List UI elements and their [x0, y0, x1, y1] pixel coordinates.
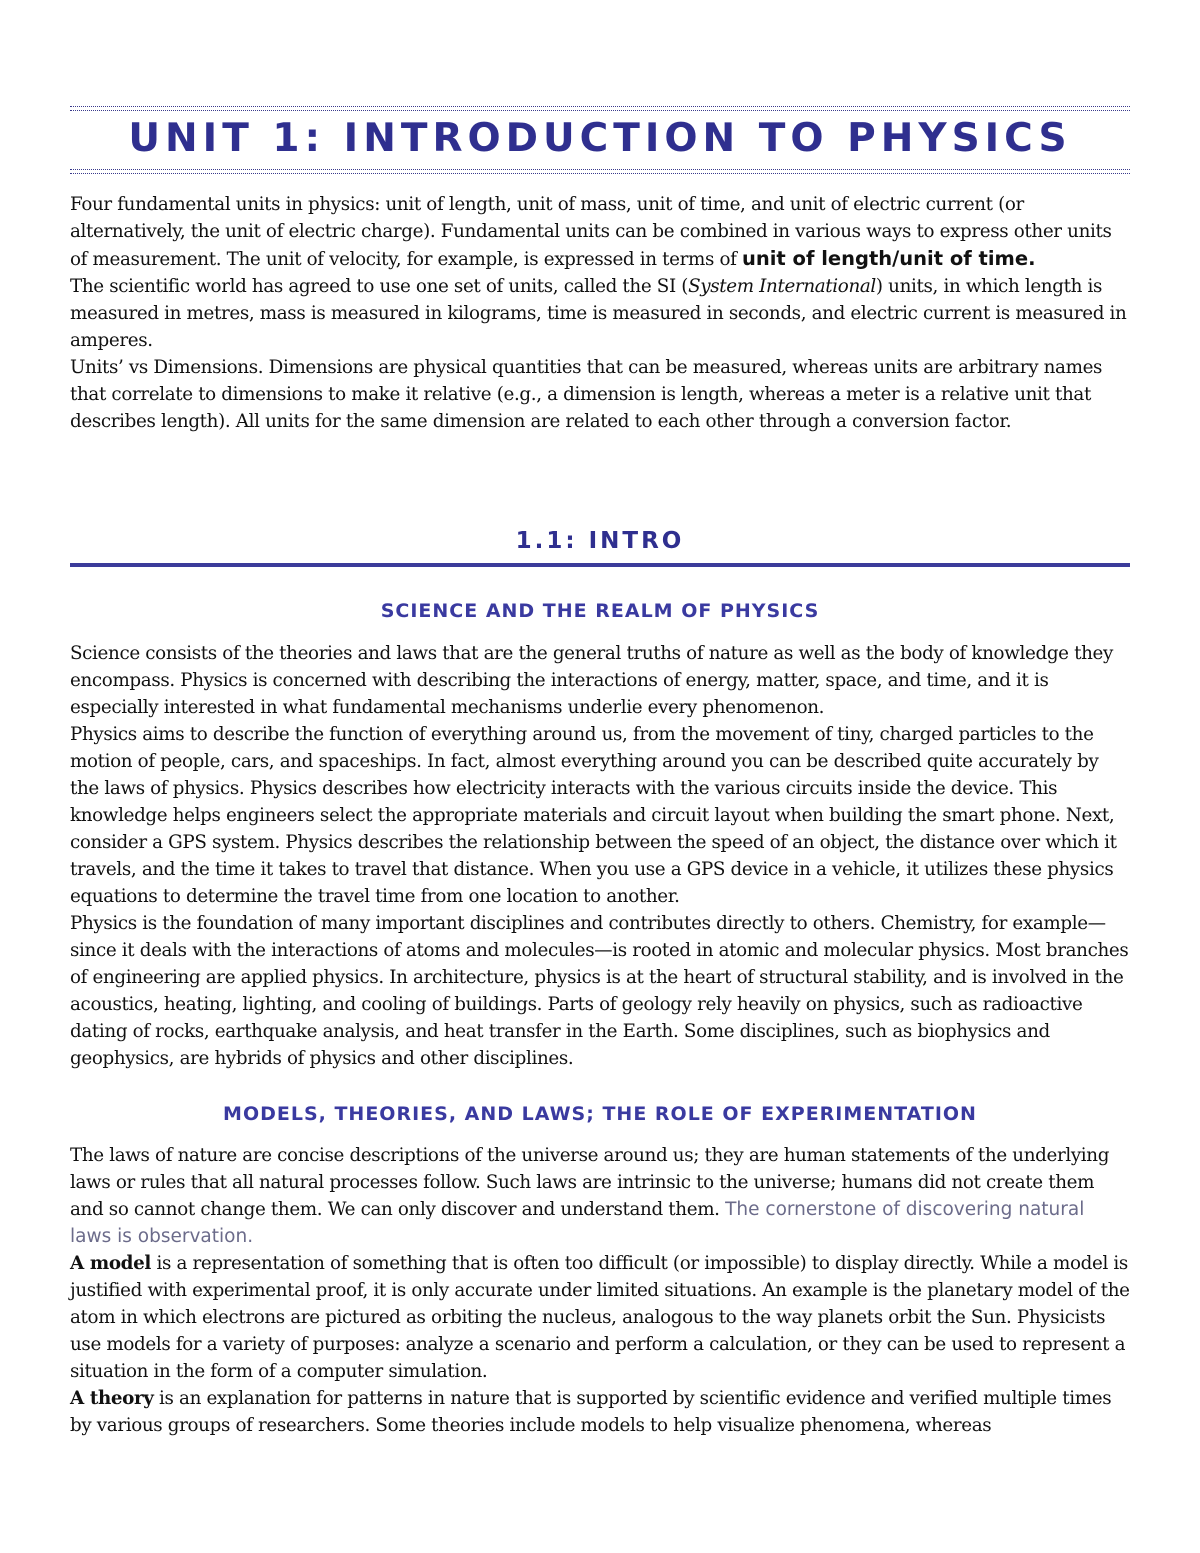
intro-p1-text: Four fundamental units in physics: unit of length, unit of mass, unit of time, and unit of electric current (or alternatively, the unit of electric charge). Fundamental units can be combined in various ways to express other units of measurement. The unit of velocity, for example, is expressed in terms of [70, 194, 1112, 270]
sub2-paragraph-3 [70, 1385, 1130, 1439]
intro-section [70, 191, 1130, 435]
intro-paragraph-3: Units’ vs Dimensions. Dimensions are physical quantities that can be measured, whereas units are arbitrary names that correlate to dimensions to make it relative (e.g., a dimension is length, whereas a meter is a relative unit that describes length). All units for the same dimension are related to each other through a conversion factor. [70, 357, 1103, 432]
theory-definition: is an explanation for patterns in nature that is supported by scientific evidence and verified multiple times by various groups of researchers. Some theories include models to help visualize phenomena, whereas [70, 1388, 1112, 1436]
section-heading: 1.1: INTRO [515, 528, 685, 554]
model-term: A model [70, 1253, 151, 1274]
intro-paragraph-1 [70, 191, 1130, 273]
intro-p2-text-end: ) units, in which length is measured in metres, mass is measured in kilograms, time is measured in seconds, and electric current is measured in amperes. [70, 276, 1127, 351]
section-heading-block [70, 528, 1130, 554]
section-heading-rule [70, 563, 1130, 567]
theory-term: A theory [70, 1388, 154, 1409]
sub2-p1-text: The laws of nature are concise descriptions of the universe around us; they are human statements of the underlying laws or rules that all natural processes follow. Such laws are intrinsic to the universe; humans did not create them and so cannot change them. We can only discover and understand them. [70, 1145, 1110, 1220]
subsection-1-heading-block [70, 600, 1130, 622]
subsection-2-heading: MODELS, THEORIES, AND LAWS; THE ROLE OF EXPERIMENTATION [223, 1103, 977, 1125]
page-title: UNIT 1: INTRODUCTION TO PHYSICS [128, 116, 1072, 161]
subsection-1-body [70, 640, 1130, 1072]
sub2-p1-highlight: The cornerstone of discovering natural laws is observation. [70, 1199, 1085, 1247]
subsection-2-heading-block [70, 1103, 1130, 1125]
title-bottom-rule [70, 169, 1130, 174]
model-definition: is a representation of something that is often too difficult (or impossible) to display directly. While a model is justified with experimental proof, it is only accurate under limited situations. An example is the planetary model of the atom in which electrons are pictured as orbiting the nucleus, analogous to the way planets orbit the Sun. Physicists use models for a variety of purposes: analyze a scenario and perform a calculation, or they can be used to represent a situation in the form of a computer simulation. [70, 1253, 1130, 1382]
subsection-1-heading: SCIENCE AND THE REALM OF PHYSICS [380, 600, 820, 622]
sub1-paragraph-3: Physics is the foundation of many important disciplines and contributes directly to others. Chemistry, for example—since it deals with the interactions of atoms and molecules—is rooted in atomic and molecular physics. Most branches of engineering are applied physics. In architecture, physics is at the heart of structural stability, and is involved in the acoustics, heating, lighting, and cooling of buildings. Parts of geology rely heavily on physics, such as radioactive dating of rocks, earthquake analysis, and heat transfer in the Earth. Some disciplines, such as biophysics and geophysics, are hybrids of physics and other disciplines. [70, 913, 1129, 1069]
intro-p1-emphasis: unit of length/unit of time. [741, 247, 1036, 270]
sub1-paragraph-1: Science consists of the theories and laws that are the general truths of nature as well as the body of knowledge they encompass. Physics is concerned with describing the interactions of energy, matter, space, and time, and it is especially interested in what fundamental mechanisms underlie every phenomenon. [70, 643, 1113, 718]
sub1-paragraph-2: Physics aims to describe the function of everything around us, from the movement of tiny, charged particles to the motion of people, cars, and spaceships. In fact, almost everything around you can be described quite accurately by the laws of physics. Physics describes how electricity interacts with the various circuits inside the device. This knowledge helps engineers select the appropriate materials and circuit layout when building the smart phone. Next, consider a GPS system. Physics describes the relationship between the speed of an object, the distance over which it travels, and the time it takes to travel that distance. When you use a GPS device in a vehicle, it utilizes these physics equations to determine the travel time from one location to another. [70, 724, 1117, 907]
subsection-2-body [70, 1142, 1130, 1439]
sub2-paragraph-2 [70, 1250, 1130, 1385]
sub2-paragraph-1 [70, 1142, 1130, 1250]
intro-p2-italic: System International [688, 276, 876, 297]
intro-paragraph-2 [70, 273, 1130, 354]
intro-p2-text-start: The scientific world has agreed to use one set of units, called the SI ( [70, 276, 689, 297]
title-block [70, 106, 1130, 174]
